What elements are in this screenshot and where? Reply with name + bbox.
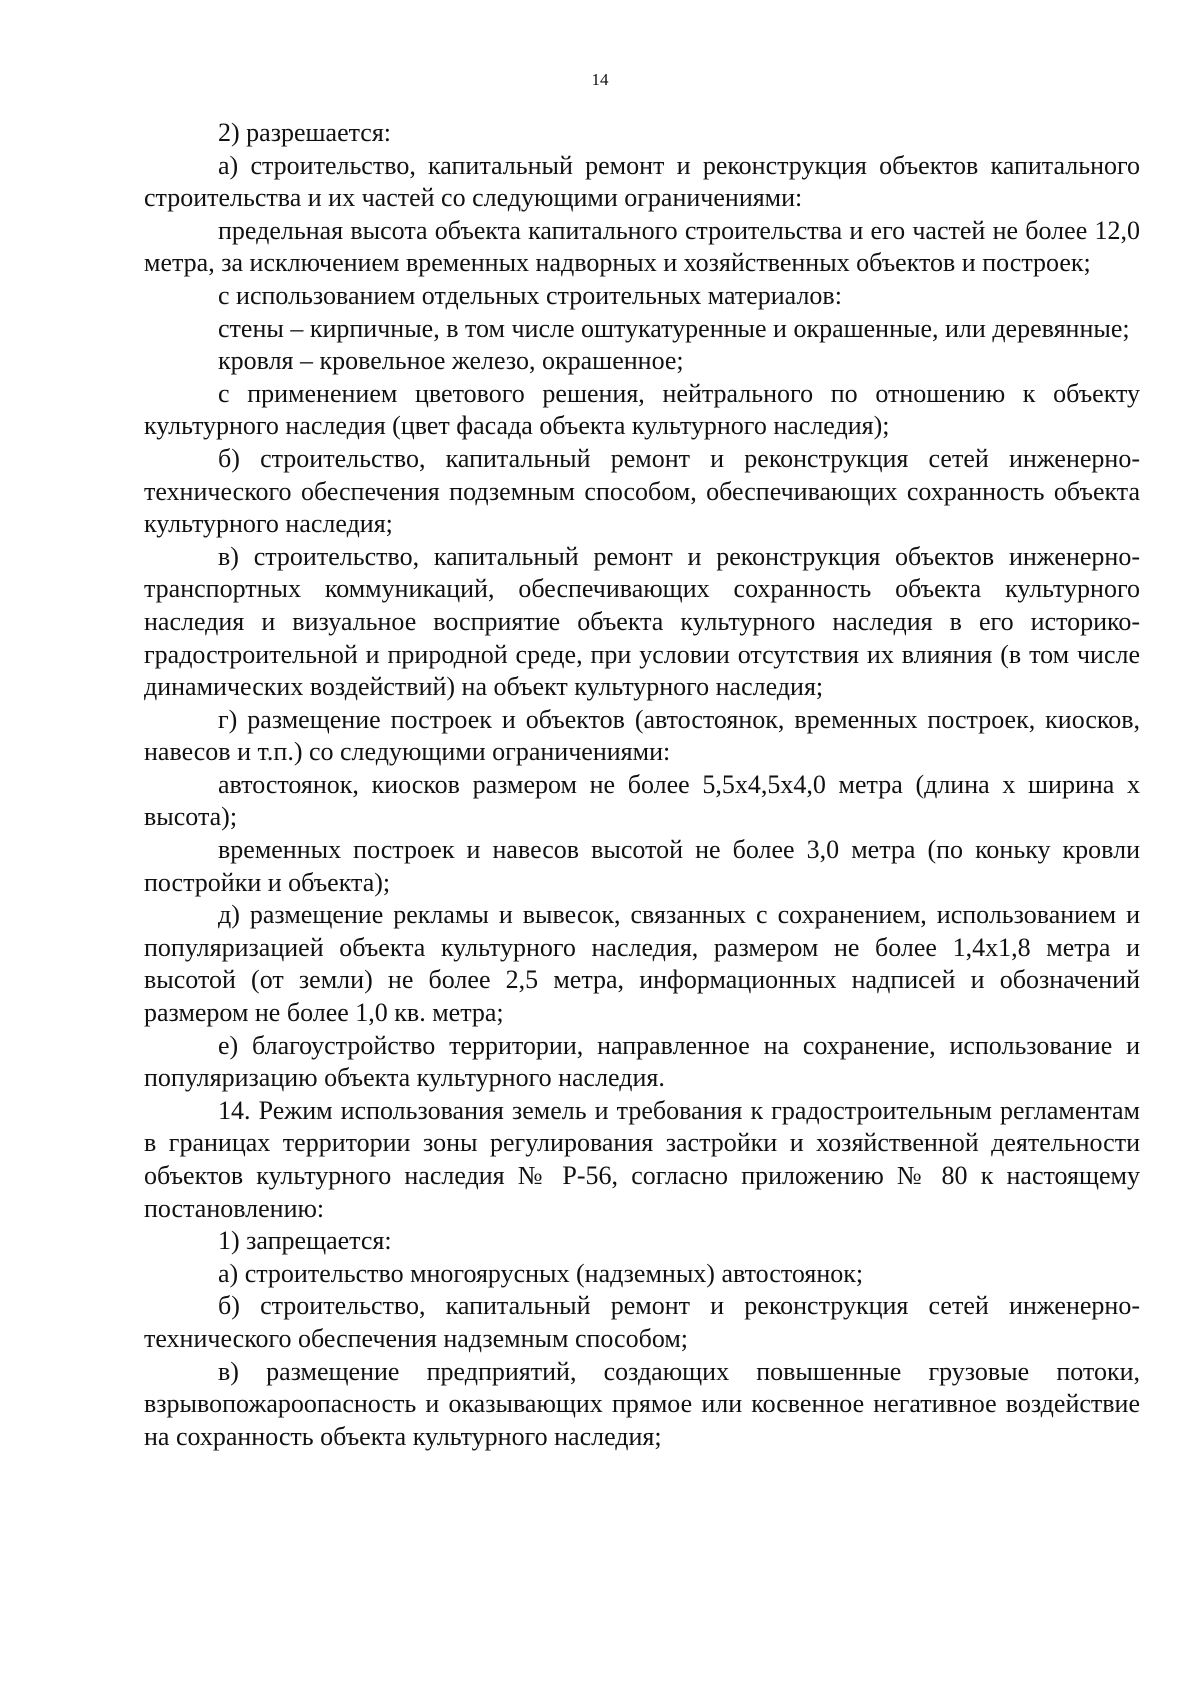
page-number: 14 [591,70,609,89]
paragraph: б) строительство, капитальный ремонт и реконструкция сетей инженерно-технического обеспечения надземным способом; [144,1291,1140,1353]
paragraph: 14. Режим использования земель и требования к градостроительным регламентам в границах территории зоны регулирования застройки и хозяйственной деятельности объектов культурного наследия № Р-56, согласно приложению № 80 к настоящему постановлению: [144,1095,1140,1223]
paragraph: г) размещение построек и объектов (автостоянок, временных построек, киосков, навесов и т.п.) со следующими ограничениями: [144,704,1140,767]
paragraph: автостоянок, киосков размером не более 5,5х4,5х4,0 метра (длина х ширина х высота); [144,769,1140,832]
paragraph: д) размещение рекламы и вывесок, связанных с сохранением, использованием и популяризацией объекта культурного наследия, размером не более 1,4х1,8 метра и высотой (от земли) не более 2,5 метра, информационных надписей и обозначений размером не более 1,0 кв. метра; [144,900,1140,1028]
paragraph: а) строительство многоярусных (надземных) автостоянок; [218,1258,864,1288]
document-body [144,117,1140,1453]
paragraph: кровля – кровельное железо, окрашенное; [218,346,684,376]
paragraph: в) строительство, капитальный ремонт и реконструкция объектов инженерно-транспортных коммуникаций, обеспечивающих сохранность объекта культурного наследия и визуальное восприятие объекта культурного наследия в его историко-градостроительной и природной среде, при условии отсутствия их влияния (в том числе динамических воздействий) на объект культурного наследия; [144,541,1140,702]
paragraph: стены – кирпичные, в том числе оштукатуренные и окрашенные, или деревянные; [218,313,1130,343]
paragraph: временных построек и навесов высотой не более 3,0 метра (по коньку кровли постройки и объекта); [144,835,1140,897]
paragraph: предельная высота объекта капитального строительства и его частей не более 12,0 метра, за исключением временных надворных и хозяйственных объектов и построек; [144,215,1140,278]
paragraph: а) строительство, капитальный ремонт и реконструкция объектов капитального строительства и их частей со следующими ограничениями: [144,150,1140,213]
paragraph: б) строительство, капитальный ремонт и реконструкция сетей инженерно-технического обеспечения подземным способом, обеспечивающих сохранность объекта культурного наследия; [144,443,1140,539]
paragraph: е) благоустройство территории, направленное на сохранение, использование и популяризацию объекта культурного наследия. [144,1030,1140,1093]
paragraph: с применением цветового решения, нейтрального по отношению к объекту культурного наследия (цвет фасада объекта культурного наследия); [144,378,1140,441]
paragraph: с использованием отдельных строительных материалов: [218,280,842,310]
paragraph: в) размещение предприятий, создающих повышенные грузовые потоки, взрывопожароопасность и оказывающих прямое или косвенное негативное воздействие на сохранность объекта культурного наследия; [144,1356,1140,1451]
paragraph: 1) запрещается: [218,1226,392,1256]
paragraph: 2) разрешается: [218,118,392,147]
